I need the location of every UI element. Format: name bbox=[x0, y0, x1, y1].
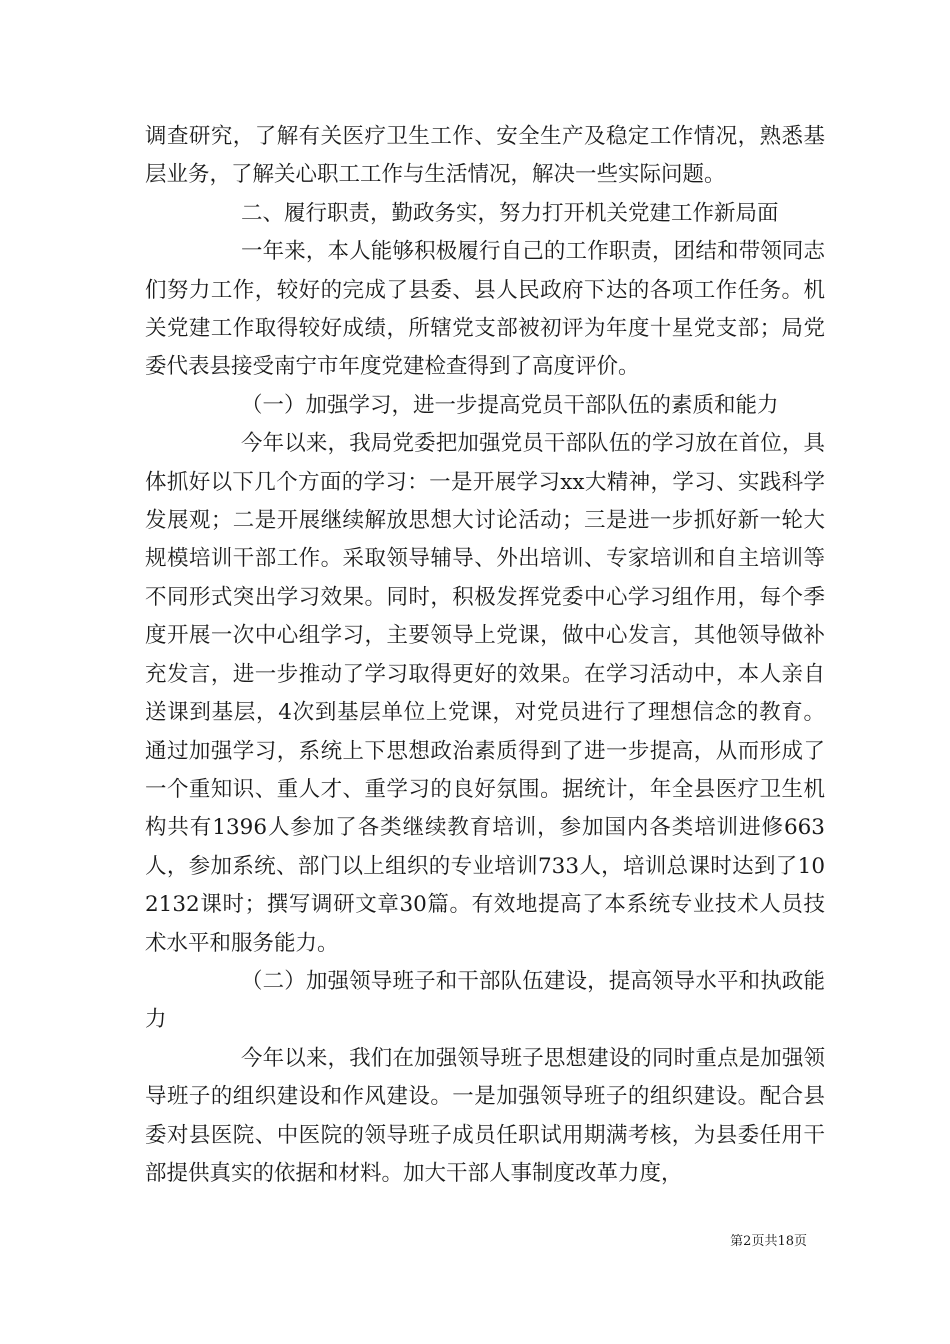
subsection-heading-1: （一）加强学习，进一步提高党员干部队伍的素质和能力 bbox=[241, 392, 779, 418]
paragraph-5: 今年以来，我局党委把加强党员干部队伍的学习放在首位，具体抓好以下几个方面的学习：一是开展学习xx大精神，学习、实践科学发展观；二是开展继续解放思想大讨论活动；三是进一步抓好新一轮大规模培训干部工作。采取领导辅导、外出培训、专家培训和自主培训等不同形式突出学习效果。同时，积极发挥党委中心学习组作用，每个季度开展一次中心组学习，主要领导上党课，做中心发言，其他领导做补充发言，进一步推动了学习取得更好的效果。在学习活动中，本人亲自送课到基层，4次到基层单位上党课，对党员进行了理想信念的教育。通过加强学习，系统上下思想政治素质得到了进一步提高，从而形成了一个重知识、重人才、重学习的良好氛围。据统计，年全县医疗卫生机构共有1396人参加了各类继续教育培训，参加国内各类培训进修663人，参加系统、部门以上组织的专业培训733人，培训总课时达到了102132课时；撰写调研文章30篇。有效地提高了本系统专业技术人员技术水平和服务能力。 bbox=[145, 431, 825, 956]
subsection-heading-2: （二）加强领导班子和干部队伍建设，提高领导水平和执政能力 bbox=[145, 968, 825, 1033]
paragraph-3: 一年来，本人能够积极履行自己的工作职责，团结和带领同志们努力工作，较好的完成了县委、县人民政府下达的各项工作任务。机关党建工作取得较好成绩，所辖党支部被初评为年度十星党支部；局党委代表县接受南宁市年度党建检查得到了高度评价。 bbox=[145, 239, 825, 380]
section-heading-2: 二、履行职责，勤政务实，努力打开机关党建工作新局面 bbox=[241, 200, 779, 226]
paragraph-1: 调查研究，了解有关医疗卫生工作、安全生产及稳定工作情况，熟悉基层业务，了解关心职工工作与生活情况，解决一些实际问题。 bbox=[145, 124, 825, 188]
document-body bbox=[145, 118, 825, 1193]
page-number-footer: 第2页共18页 bbox=[730, 1234, 807, 1249]
paragraph-7: 今年以来，我们在加强领导班子思想建设的同时重点是加强领导班子的组织建设和作风建设。一是加强领导班子的组织建设。配合县委对县医院、中医院的领导班子成员任职试用期满考核，为县委任用干部提供真实的依据和材料。加大干部人事制度改革力度， bbox=[145, 1045, 825, 1186]
